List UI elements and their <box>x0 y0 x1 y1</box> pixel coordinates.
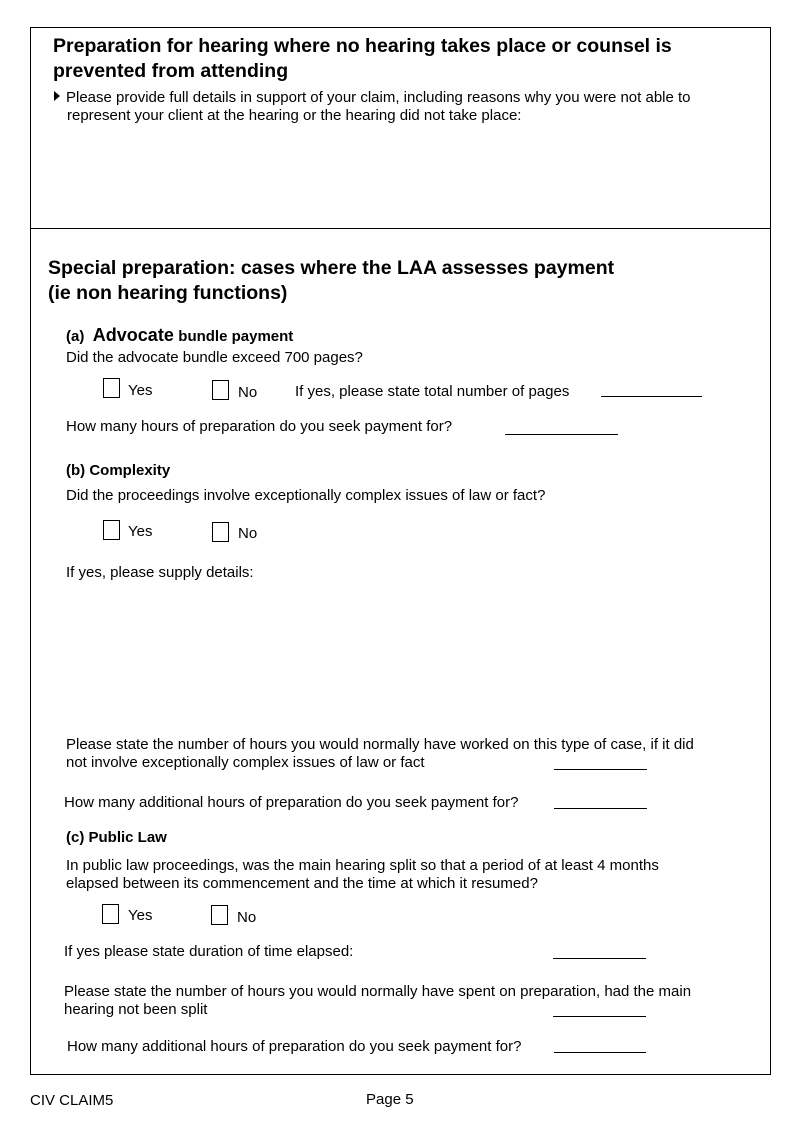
complexity-normal-hours-input-line[interactable] <box>554 769 647 770</box>
bundle-no-label: No <box>238 384 258 401</box>
public-law-question <box>66 857 659 893</box>
complexity-details-prompt: If yes, please supply details: <box>66 564 254 581</box>
public-law-no-label: No <box>237 909 257 926</box>
public-law-normal-hours-question <box>64 983 691 1019</box>
public-law-no-checkbox[interactable] <box>211 905 228 925</box>
complexity-no-label: No <box>238 525 258 542</box>
public-law-normal-hours-line1: Please state the number of hours you would normally have spent on preparation, had the main <box>64 983 692 1000</box>
section2-title-line2: (ie non hearing functions) <box>48 282 288 304</box>
form-code: CIV CLAIM5 <box>30 1092 114 1109</box>
complexity-details-area[interactable] <box>66 588 746 728</box>
subsection-b-title: (b) Complexity <box>66 462 171 479</box>
duration-input-line[interactable] <box>553 958 646 959</box>
subsection-a-title <box>66 325 293 346</box>
public-law-yes-label: Yes <box>128 907 153 924</box>
complexity-yes-checkbox[interactable] <box>103 520 120 540</box>
complexity-normal-hours-line1: Please state the number of hours you would normally have worked on this type of case, if it did <box>66 736 694 753</box>
complexity-additional-hours-input-line[interactable] <box>554 808 647 809</box>
public-law-question-line1: In public law proceedings, was the main hearing split so that a period of at least 4 months <box>66 857 659 874</box>
bullet-arrow-icon <box>54 91 60 101</box>
section1-bullet-line1: Please provide full details in support of your claim, including reasons why you were not able to <box>66 89 691 106</box>
section1-title-line1: Preparation for hearing where no hearing takes place or counsel is <box>53 35 672 57</box>
section1-instructions <box>54 89 691 125</box>
pages-input-line[interactable] <box>601 396 702 397</box>
bundle-yes-label: Yes <box>128 382 153 399</box>
public-law-additional-hours-input-line[interactable] <box>554 1052 646 1053</box>
page-number: Page 5 <box>366 1091 414 1108</box>
subsection-a-title-main: Advocate <box>92 325 174 345</box>
duration-question: If yes please state duration of time elapsed: <box>64 943 354 960</box>
complexity-question: Did the proceedings involve exceptionally complex issues of law or fact? <box>66 487 546 504</box>
complexity-normal-hours-question <box>66 736 694 772</box>
public-law-normal-hours-input-line[interactable] <box>553 1016 646 1017</box>
bundle-yes-checkbox[interactable] <box>103 378 120 398</box>
complexity-no-checkbox[interactable] <box>212 522 229 542</box>
section1-title <box>53 34 672 84</box>
bundle-no-checkbox[interactable] <box>212 380 229 400</box>
bundle-hours-input-line[interactable] <box>505 434 618 435</box>
bundle-question: Did the advocate bundle exceed 700 pages? <box>66 349 363 366</box>
public-law-additional-hours-question: How many additional hours of preparation do you seek payment for? <box>67 1038 522 1055</box>
complexity-yes-label: Yes <box>128 523 153 540</box>
section1-title-line2: prevented from attending <box>53 60 289 82</box>
bundle-hours-question: How many hours of preparation do you seek payment for? <box>66 418 453 435</box>
subsection-a-title-rest: bundle payment <box>178 328 294 345</box>
section2-title <box>48 256 614 306</box>
complexity-additional-hours-question: How many additional hours of preparation do you seek payment for? <box>64 794 519 811</box>
pages-label: If yes, please state total number of pages <box>295 383 570 400</box>
subsection-a-prefix: (a) <box>66 328 85 345</box>
section1-details-area[interactable] <box>54 130 754 220</box>
section1-bullet-line2: represent your client at the hearing or the hearing did not take place: <box>67 107 522 124</box>
complexity-normal-hours-line2: not involve exceptionally complex issues of law or fact <box>66 754 425 771</box>
section2-title-line1: Special preparation: cases where the LAA assesses payment <box>48 257 615 279</box>
public-law-yes-checkbox[interactable] <box>102 904 119 924</box>
public-law-question-line2: elapsed between its commencement and the time at which it resumed? <box>66 875 538 892</box>
subsection-c-title: (c) Public Law <box>66 829 167 846</box>
public-law-normal-hours-line2: hearing not been split <box>64 1001 208 1018</box>
